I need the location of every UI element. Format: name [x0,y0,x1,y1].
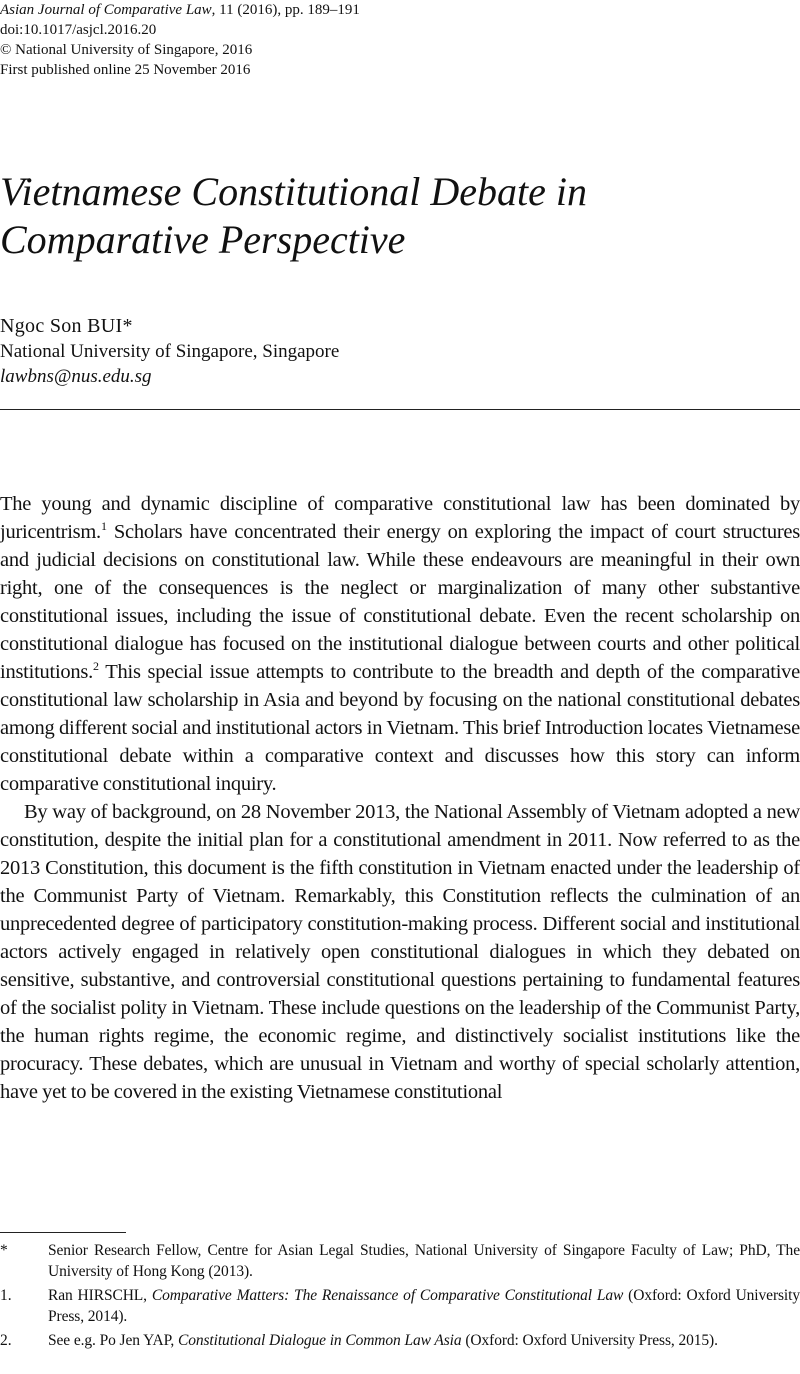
title-divider [0,409,800,410]
footnote-text [48,1330,800,1351]
paragraph-1-part-c: This special issue attempts to contribute to the breadth and depth of the comparative constitutional law scholarship in Asia and beyond by focusing on the national constitutional debates among different social and institutional actors in Vietnam. This brief Introduction locates Vietnamese constitutional debate within a comparative context and discusses how this story can inform comparative constitutional inquiry. [0,661,800,795]
paragraph-1-part-b: Scholars have concentrated their energy on exploring the impact of court structures and judicial decisions on constitutional law. While these endeavours are meaningful in their own right, one of the consequences is the neglect or marginalization of many other substantive constitutional issues, including the issue of constitutional debate. Even the recent scholarship on constitutional dialogue has focused on the institutional dialogue between courts and other political institutions. [0,521,800,683]
footnote-text [48,1285,800,1327]
journal-citation [0,0,420,20]
footnote-1 [0,1285,800,1327]
paragraph-1-part-a: The young and dynamic discipline of comparative constitutional law has been dominated by juricentrism. [0,493,800,543]
journal-name: Asian Journal of Comparative Law [0,2,212,18]
paragraph-2: By way of background, on 28 November 2013, the National Assembly of Vietnam adopted a new constitution, despite the initial plan for a constitutional amendment in 2011. Now referred to as the 2013 Constitution, this document is the fifth constitution in Vietnam enacted under the leadership of the Communist Party of Vietnam. Remarkably, this Constitution reflects the culmination of an unprecedented degree of participatory constitution-making process. Different social and institutional actors actively engaged in relatively open constitutional dialogues in which they debated on sensitive, substantive, and controversial constitutional questions pertaining to fundamental features of the socialist polity in Vietnam. These include questions on the leadership of the Communist Party, the human rights regime, the economic regime, and distinctively socialist institutions like the procuracy. These debates, which are unusual in Vietnam and worthy of special scholarly attention, have yet to be covered in the existing Vietnamese constitutional [0,801,800,1103]
footnote-divider [0,1232,126,1233]
journal-volume-pages: , 11 (2016), pp. 189–191 [211,2,360,18]
footnote-2 [0,1330,800,1351]
footnote-mark: 1. [0,1287,12,1304]
footnote-book-title: Comparative Matters: The Renaissance of Comparative Constitutional Law [151,1287,624,1304]
footnote-mark: * [0,1242,8,1259]
footnote-text-a: Ran HIRSCHL, [48,1287,152,1304]
footnote-text-c: (Oxford: Oxford University Press, 2014). [48,1287,800,1325]
author-email[interactable]: lawbns@nus.edu.sg [0,366,152,387]
author-name: Ngoc Son BUI* [0,315,133,337]
footnote-text-c: (Oxford: Oxford University Press, 2015). [461,1332,718,1349]
footnote-book-title: Constitutional Dialogue in Common Law Asia [177,1332,462,1349]
article-body [0,490,800,1106]
author-block [0,314,600,389]
footnote-author [0,1240,800,1282]
footnote-text-a: See e.g. Po Jen YAP, [48,1332,178,1349]
footnote-ref-1[interactable]: 1 [100,519,107,533]
footnote-ref-2[interactable]: 2 [93,659,99,673]
paragraph-1 [0,490,800,798]
footnote-text: Senior Research Fellow, Centre for Asian Legal Studies, National University of Singapore Faculty of Law; PhD, The University of Hong Kong (2013). [48,1242,800,1280]
article-metadata [0,0,420,80]
footnotes [0,1240,800,1354]
footnote-mark: 2. [0,1332,12,1349]
publication-date: First published online 25 November 2016 [0,62,251,78]
copyright-notice: © National University of Singapore, 2016 [0,42,253,58]
author-affiliation: National University of Singapore, Singapore [0,341,340,362]
doi[interactable]: doi:10.1017/asjcl.2016.20 [0,22,157,38]
article-title: Vietnamese Constitutional Debate in Comparative Perspective [0,169,587,262]
